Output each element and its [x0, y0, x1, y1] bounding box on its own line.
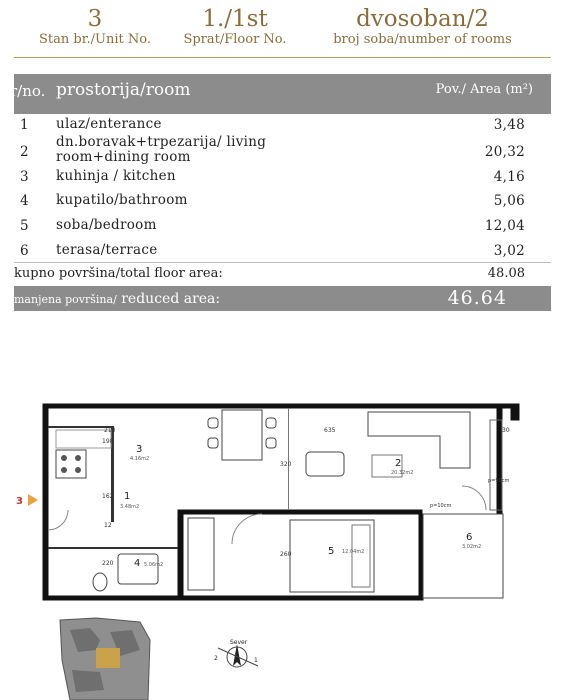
room-label-4: 4 — [134, 558, 141, 569]
total-value: 48.08 — [487, 266, 525, 281]
room-area-5: 12.04m2 — [342, 549, 365, 555]
wall-bottom-left — [43, 596, 183, 600]
room-label-1: 1 — [124, 491, 131, 502]
door-swing — [462, 486, 486, 510]
burner — [75, 455, 81, 461]
sofa — [368, 412, 470, 468]
unit-label: Stan br./Unit No. — [39, 32, 151, 47]
room-area-6: 3.02m2 — [462, 544, 482, 550]
wall-mid — [178, 510, 422, 514]
dim-label: 320 — [280, 461, 292, 468]
row-room: kuhinja / kitchen — [56, 168, 176, 184]
rooms-count: dvosoban/2 — [356, 6, 489, 32]
row-area: 20,32 — [484, 144, 525, 160]
wall-step — [178, 510, 183, 600]
row-number: 1 — [20, 117, 29, 133]
bath-wall-h — [48, 547, 178, 549]
room-label-2: 2 — [395, 458, 402, 469]
row-number: 3 — [20, 169, 29, 185]
reduced-label-main: reduced area: — [116, 291, 221, 307]
room-area-3: 4.16m2 — [130, 456, 150, 462]
dim-label: 635 — [324, 427, 336, 434]
row-area: 12,04 — [484, 218, 525, 234]
row-room: soba/bedroom — [56, 217, 157, 233]
window-label: p=90cm — [488, 478, 510, 484]
burner — [61, 455, 67, 461]
unit-highlight — [96, 648, 120, 668]
row-room: ulaz/enterance — [56, 116, 162, 132]
compass-north: Sever — [230, 639, 248, 646]
chair — [266, 418, 276, 428]
row-area: 4,16 — [493, 169, 525, 185]
reduced-value: 46.64 — [447, 287, 507, 309]
dim-label: 12 — [104, 522, 112, 529]
col-area-header: Pov./ Area (m²) — [435, 82, 533, 97]
dim-label: 220 — [102, 560, 114, 567]
column-right — [511, 404, 519, 420]
row-number: 6 — [20, 243, 29, 259]
dim-label: 162 — [102, 493, 114, 500]
building-block — [72, 670, 104, 692]
room-area-2: 20.32m2 — [391, 470, 414, 476]
row-number: 2 — [20, 144, 29, 160]
door-swing — [48, 510, 68, 530]
row-room: kupatilo/bathroom — [56, 192, 188, 208]
terrace-outline — [423, 514, 503, 598]
compass-1: 1 — [254, 657, 258, 664]
wall-bottom-right — [183, 596, 419, 600]
toilet — [93, 573, 107, 591]
pillow — [352, 525, 370, 587]
row-number: 4 — [20, 193, 29, 209]
compass-2: 2 — [214, 655, 218, 662]
burner — [61, 467, 67, 473]
entry-number: 3 — [16, 496, 23, 507]
row-room: dn.boravak+trpezarija/ living room+dining room — [56, 134, 267, 165]
dining-table — [222, 410, 262, 460]
row-number: 5 — [20, 218, 29, 234]
chair — [208, 418, 218, 428]
armchair — [306, 452, 344, 476]
dim-label: 198 — [102, 438, 114, 445]
stove-icon — [56, 450, 86, 478]
wardrobe — [188, 518, 214, 590]
row-area: 5,06 — [493, 193, 525, 209]
door-label: p=10cm — [430, 503, 452, 509]
chair — [266, 438, 276, 448]
living-line — [288, 408, 289, 510]
rooms-label: broj soba/number of rooms — [333, 32, 512, 47]
room-label-5: 5 — [328, 546, 335, 557]
chair — [208, 438, 218, 448]
burner — [75, 467, 81, 473]
row-area: 3,48 — [493, 117, 525, 133]
reduced-label-prefix: manjena površina/ — [14, 293, 117, 306]
door-swing — [232, 514, 262, 544]
row-area: 3,02 — [493, 243, 525, 259]
terrace-wall — [419, 514, 423, 600]
room-area-4: 5.06m2 — [144, 562, 164, 568]
dim-label: 30 — [502, 427, 510, 434]
entry-arrow-icon — [28, 494, 38, 506]
room-label-6: 6 — [466, 532, 473, 543]
col-no-header: r/no. — [10, 82, 46, 100]
room-area-1: 3.48m2 — [120, 504, 140, 510]
wall-top — [43, 404, 519, 408]
key-plan — [60, 618, 150, 700]
dim-label: 210 — [104, 427, 116, 434]
total-label: kupno površina/total floor area: — [14, 266, 223, 281]
compass — [214, 639, 258, 667]
wall-left — [43, 404, 48, 600]
room-label-3: 3 — [136, 444, 143, 455]
dim-label: 260 — [280, 551, 292, 558]
floor-number: 1./1st — [202, 6, 268, 32]
col-room-header: prostorija/room — [56, 80, 191, 100]
row-room: terasa/terrace — [56, 242, 158, 258]
floor-label: Sprat/Floor No. — [183, 32, 287, 47]
unit-number: 3 — [87, 6, 103, 32]
